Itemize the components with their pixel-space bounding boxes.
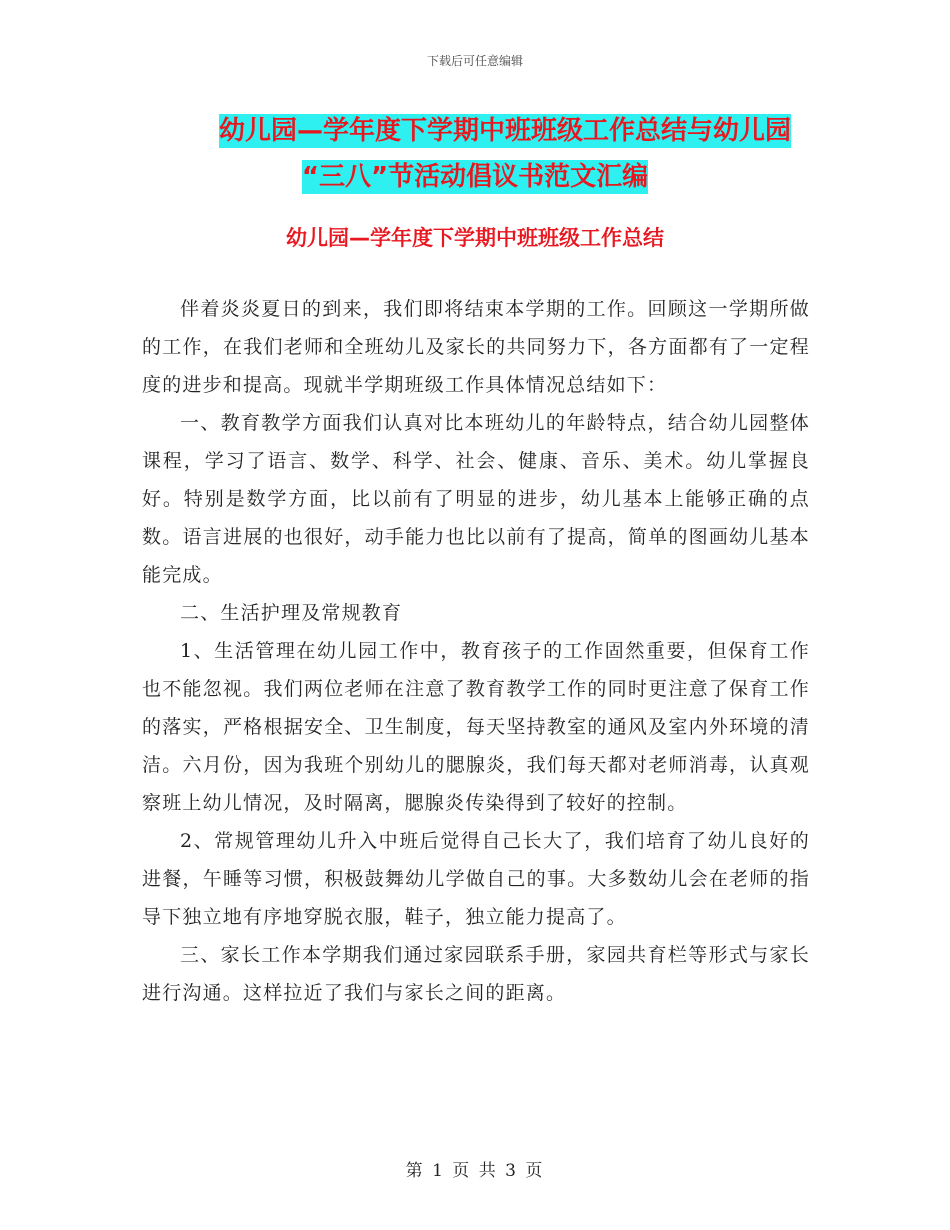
- paragraph-parent-work: 三、家长工作本学期我们通过家园联系手册，家园共育栏等形式与家长进行沟通。这样拉近了我们与家长之间的距离。: [142, 944, 810, 1004]
- document-body: [142, 290, 810, 1012]
- document-title: [0, 108, 950, 200]
- title-highlight-1: 幼儿园—学年度下学期中班班级工作总结与幼儿园: [218, 116, 791, 146]
- title-highlight-2: “三八”节活动倡议书范文汇编: [301, 162, 649, 192]
- paragraph-teaching: 一、教育教学方面我们认真对比本班幼儿的年龄特点，结合幼儿园整体课程，学习了语言、数学、科学、社会、健康、音乐、美术。幼儿掌握良好。特别是数学方面，比以前有了明显的进步，幼儿基本上能够正确的点数。语言进展的也很好，动手能力也比以前有了提高，简单的图画幼儿基本能完成。: [142, 412, 810, 586]
- document-title-line-2: [0, 154, 950, 200]
- page-number-footer: 第 1 页 共 3 页: [405, 1161, 545, 1181]
- section-title: 幼儿园—学年度下学期中班班级工作总结: [286, 226, 664, 250]
- document-title-line-1: [0, 108, 950, 154]
- paragraph-care-heading: 二、生活护理及常规教育: [180, 602, 403, 624]
- paragraph-intro: 伴着炎炎夏日的到来，我们即将结束本学期的工作。回顾这一学期所做的工作，在我们老师和全班幼儿及家长的共同努力下，各方面都有了一定程度的进步和提高。现就半学期班级工作具体情况总结如下：: [142, 298, 810, 396]
- paragraph-routine-management: 2、常规管理幼儿升入中班后觉得自己长大了，我们培育了幼儿良好的进餐，午睡等习惯，积极鼓舞幼儿学做自己的事。大多数幼儿会在老师的指导下独立地有序地穿脱衣服，鞋子，独立能力提高了。: [142, 830, 810, 928]
- paragraph-care-management: 1、生活管理在幼儿园工作中，教育孩子的工作固然重要，但保育工作也不能忽视。我们两位老师在注意了教育教学工作的同时更注意了保育工作的落实，严格根据安全、卫生制度，每天坚持教室的通风及室内外环境的清洁。六月份，因为我班个别幼儿的腮腺炎，我们每天都对老师消毒，认真观察班上幼儿情况，及时隔离，腮腺炎传染得到了较好的控制。: [142, 640, 810, 814]
- page-header-note: 下载后可任意编辑: [426, 54, 523, 68]
